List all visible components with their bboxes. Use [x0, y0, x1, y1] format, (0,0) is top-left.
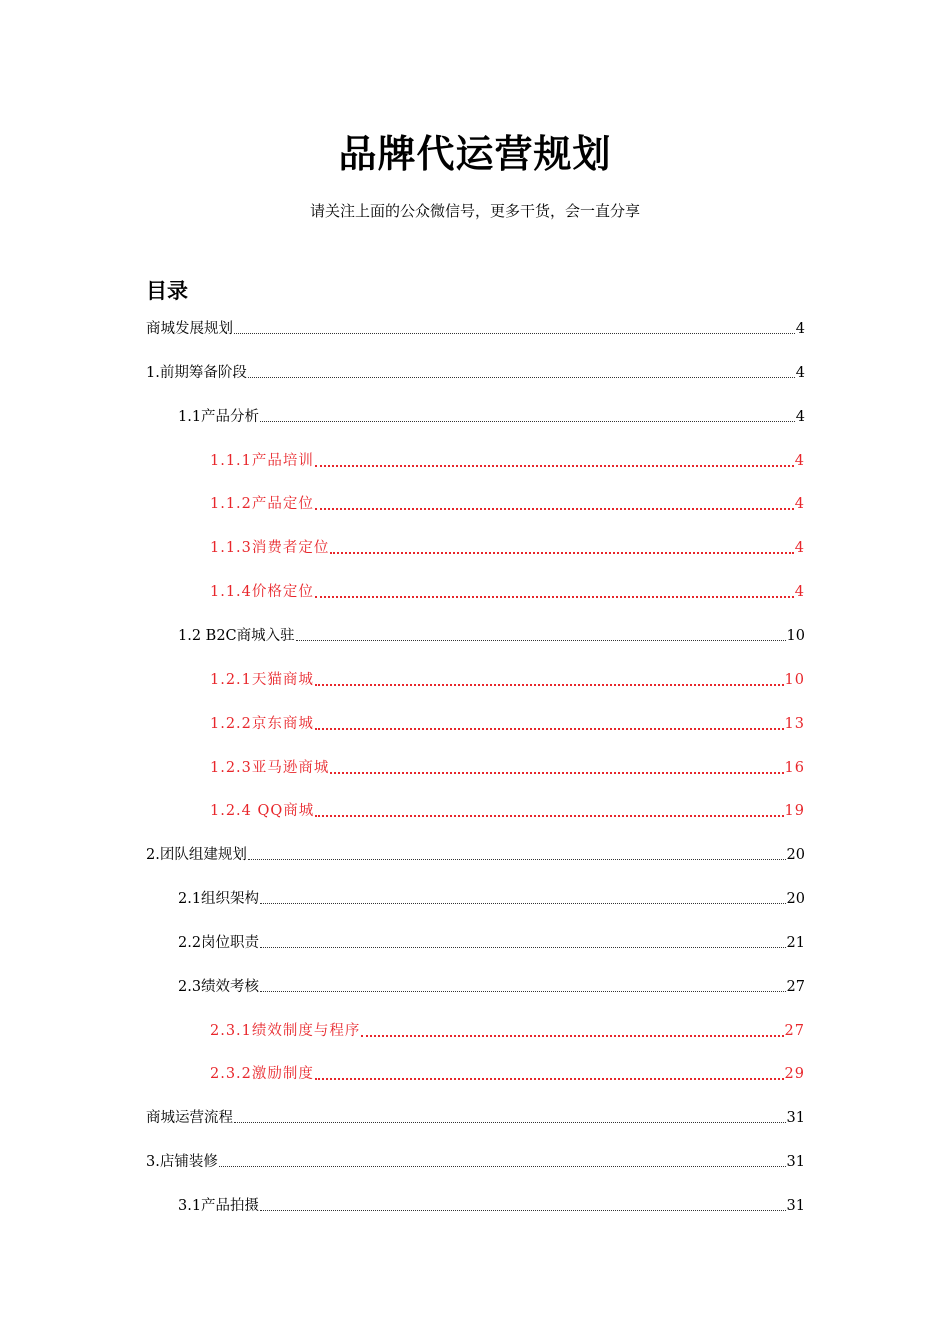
- toc-entry-page: 31: [786, 1198, 805, 1214]
- toc-entry[interactable]: [210, 800, 805, 822]
- toc-leader-dots: [234, 333, 795, 334]
- toc-entry-page: 4: [795, 409, 805, 425]
- toc-entry-label: 商城发展规划: [146, 321, 233, 337]
- toc-entry-label: 3.1产品拍摄: [178, 1198, 260, 1214]
- toc-entry[interactable]: [210, 757, 805, 779]
- toc-entry-page: 31: [786, 1154, 805, 1170]
- toc-leader-dots: [330, 552, 793, 554]
- toc-entry-page: 16: [784, 760, 805, 776]
- toc-entry-page: 31: [786, 1110, 805, 1126]
- toc-leader-dots: [315, 508, 794, 510]
- toc-entry-label: 1.2 B2C商城入驻: [178, 628, 295, 644]
- toc-entry[interactable]: [146, 844, 805, 866]
- toc-entry[interactable]: [210, 1063, 805, 1085]
- toc-entry-page: 27: [786, 979, 805, 995]
- toc-leader-dots: [315, 465, 794, 467]
- toc-leader-dots: [361, 1035, 783, 1037]
- toc-entry-page: 4: [794, 540, 805, 556]
- toc-entry-label: 1.2.4 QQ商城: [210, 803, 315, 819]
- toc-entry-label: 1.2.2京东商城: [210, 716, 314, 732]
- toc-leader-dots: [315, 596, 794, 598]
- toc-entry-page: 4: [794, 453, 805, 469]
- toc-entry-page: 20: [786, 891, 805, 907]
- toc-leader-dots: [296, 640, 786, 641]
- toc-entry[interactable]: [178, 406, 805, 428]
- toc-entry-label: 2.2岗位职责: [178, 935, 260, 951]
- toc-entry[interactable]: [146, 362, 805, 384]
- toc-entry[interactable]: [210, 713, 805, 735]
- toc-entry-label: 2.团队组建规划: [146, 847, 247, 863]
- toc-entry[interactable]: [210, 537, 805, 559]
- toc-entry-label: 1.1.1产品培训: [210, 453, 314, 469]
- toc-entry-label: 1.2.3亚马逊商城: [210, 760, 330, 776]
- toc-entry-label: 1.1.4价格定位: [210, 584, 314, 600]
- toc-entry-label: 3.店铺装修: [146, 1154, 218, 1170]
- toc-entry[interactable]: [146, 1151, 805, 1173]
- toc-entry-label: 2.3绩效考核: [178, 979, 260, 995]
- toc-entry[interactable]: [210, 493, 805, 515]
- toc-entry-label: 2.3.1绩效制度与程序: [210, 1023, 361, 1039]
- toc-entry[interactable]: [146, 1107, 805, 1129]
- toc-entry-label: 1.1产品分析: [178, 409, 260, 425]
- toc-entry-label: 1.1.2产品定位: [210, 496, 314, 512]
- toc-entry-label: 1.2.1天猫商城: [210, 672, 314, 688]
- toc-heading: 目录: [146, 279, 188, 303]
- toc-entry-page: 21: [786, 935, 805, 951]
- toc-entry[interactable]: [178, 976, 805, 998]
- toc-leader-dots: [315, 684, 784, 686]
- toc-entry[interactable]: [146, 318, 805, 340]
- toc-entry-page: 27: [784, 1023, 805, 1039]
- toc-entry-page: 4: [795, 365, 805, 381]
- toc-entry[interactable]: [178, 1195, 805, 1217]
- toc-leader-dots: [260, 947, 785, 948]
- toc-leader-dots: [330, 772, 783, 774]
- toc-entry[interactable]: [178, 625, 805, 647]
- toc-leader-dots: [219, 1166, 786, 1167]
- toc-entry[interactable]: [210, 450, 805, 472]
- toc-entry[interactable]: [210, 669, 805, 691]
- toc-leader-dots: [260, 1210, 785, 1211]
- toc-entry-label: 2.1组织架构: [178, 891, 260, 907]
- toc-entry-label: 1.1.3消费者定位: [210, 540, 330, 556]
- toc-entry-page: 13: [784, 716, 805, 732]
- toc-leader-dots: [315, 728, 784, 730]
- toc-leader-dots: [315, 815, 783, 817]
- toc-leader-dots: [260, 421, 795, 422]
- document-title: 品牌代运营规划: [338, 132, 612, 176]
- toc-leader-dots: [248, 859, 786, 860]
- document-subtitle: 请关注上面的公众微信号，更多干货，会一直分享: [309, 202, 640, 220]
- toc-entry-page: 20: [786, 847, 805, 863]
- toc-entry-page: 4: [795, 321, 805, 337]
- toc-leader-dots: [248, 377, 795, 378]
- toc-leader-dots: [260, 903, 785, 904]
- toc-entry[interactable]: [210, 1020, 805, 1042]
- toc-leader-dots: [260, 991, 785, 992]
- toc-leader-dots: [315, 1078, 784, 1080]
- toc-entry-label: 1.前期筹备阶段: [146, 365, 247, 381]
- toc-entry-page: 4: [794, 584, 805, 600]
- toc-entry-page: 4: [794, 496, 805, 512]
- toc-leader-dots: [234, 1122, 786, 1123]
- toc-entry-page: 19: [784, 803, 805, 819]
- toc-entry[interactable]: [210, 581, 805, 603]
- toc-entry[interactable]: [178, 888, 805, 910]
- toc-entry-page: 10: [786, 628, 805, 644]
- toc-entry[interactable]: [178, 932, 805, 954]
- toc-entry-label: 2.3.2激励制度: [210, 1066, 314, 1082]
- toc-entry-page: 29: [784, 1066, 805, 1082]
- toc-entry-label: 商城运营流程: [146, 1110, 233, 1126]
- toc-entry-page: 10: [784, 672, 805, 688]
